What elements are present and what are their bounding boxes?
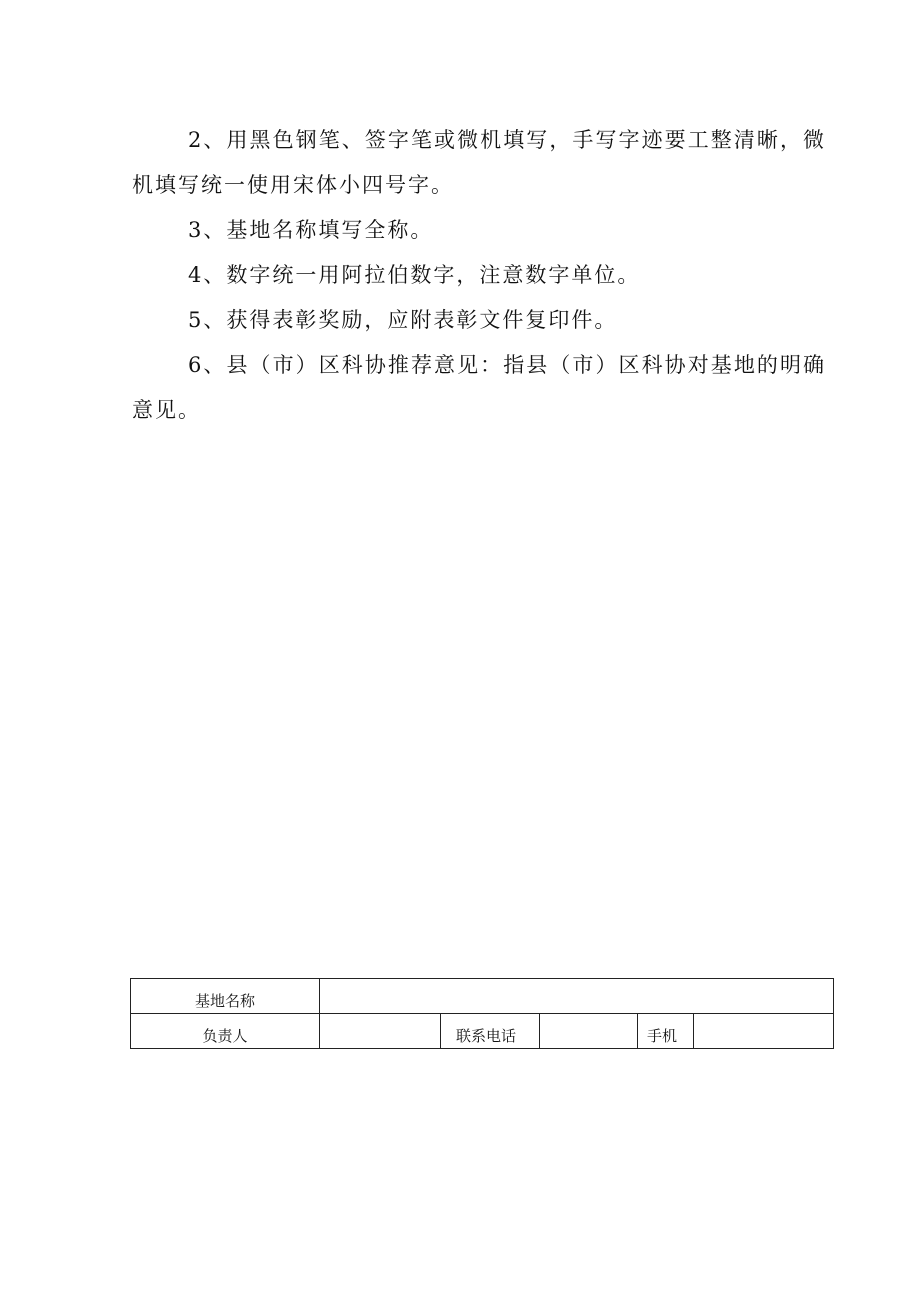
instruction-item-6: 6、县（市）区科协推荐意见：指县（市）区科协对基地的明确意见。: [132, 353, 826, 422]
instruction-item-3: 3、基地名称填写全称。: [188, 218, 434, 242]
base-name-label-cell: [131, 979, 320, 1014]
form-row-base-name: [131, 979, 834, 1014]
mobile-label-cell: [638, 1014, 694, 1049]
phone-label: 联系电话: [456, 1027, 517, 1045]
form-row-contacts: [131, 1014, 834, 1049]
instruction-item-5: 5、获得表彰奖励，应附表彰文件复印件。: [188, 308, 618, 332]
person-in-charge-field[interactable]: [320, 1014, 441, 1049]
instruction-item-2: 2、用黑色钢笔、签字笔或微机填写，手写字迹要工整清晰，微机填写统一使用宋体小四号字。: [132, 128, 826, 197]
phone-label-cell: [441, 1014, 540, 1049]
instruction-item-4: 4、数字统一用阿拉伯数字，注意数字单位。: [188, 263, 641, 287]
phone-field[interactable]: [540, 1014, 638, 1049]
mobile-label: 手机: [647, 1027, 678, 1045]
mobile-field[interactable]: [694, 1014, 834, 1049]
person-in-charge-label: 负责人: [202, 1027, 248, 1045]
person-in-charge-label-cell: [131, 1014, 320, 1049]
base-name-field[interactable]: [320, 979, 834, 1014]
instructions-section: [132, 118, 826, 433]
base-info-form: [130, 978, 834, 1049]
base-name-label: 基地名称: [194, 992, 255, 1010]
